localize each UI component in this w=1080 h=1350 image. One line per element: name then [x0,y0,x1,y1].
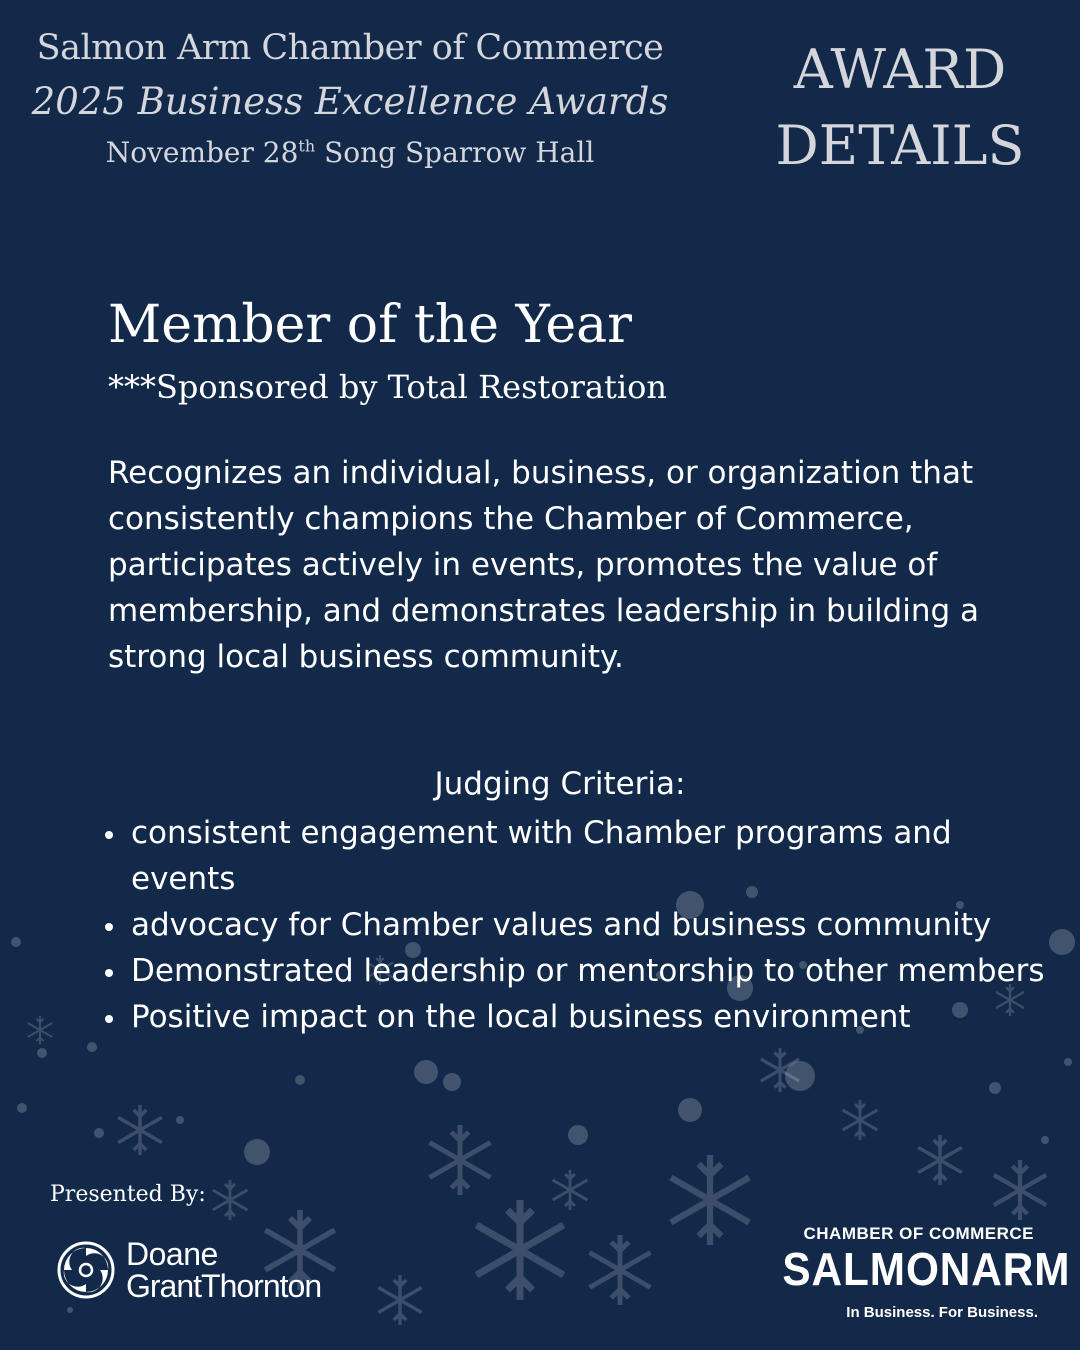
event-venue: Song Sparrow Hall [324,136,595,169]
criteria-heading: Judging Criteria: [434,766,686,802]
bullet-icon [105,923,113,931]
chamber-logo-top: CHAMBER OF COMMERCE [803,1224,1034,1243]
org-title: Salmon Arm Chamber of Commerce [36,28,664,68]
chamber-logo [760,1222,1071,1332]
presenter-logo [56,1236,356,1306]
award-description: Recognizes an individual, business, or organization that consistently champions the Chamber of Commerce, participates actively in events, promotes the value of membership, and demonstrates leadership in building a strong local business community. [108,455,980,675]
presented-by-label: Presented By: [50,1182,206,1207]
award-sponsor: ***Sponsored by Total Restoration [108,368,667,406]
bullet-icon [105,831,113,839]
criteria-list [131,810,1051,1040]
event-date-suffix: th [298,136,316,156]
presenter-logo-line2: GrantThornton [126,1268,322,1304]
chamber-logo-tagline: In Business. For Business. [846,1304,1038,1321]
section-heading [760,32,1040,184]
event-date: November 28 [105,136,299,169]
criteria-item-text: consistent engagement with Chamber programs and events [131,815,952,897]
criteria-item [131,948,1051,994]
section-heading-line1: AWARD [793,38,1007,101]
chamber-logo-name: SALMONARM [782,1243,1071,1295]
grant-thornton-mark-icon [56,1240,116,1300]
criteria-item [131,994,1051,1040]
presenter-logo-line1: Doane [126,1236,218,1272]
award-name: Member of the Year [108,295,632,355]
awards-title: 2025 Business Excellence Awards [31,80,669,123]
section-heading-line2: DETAILS [775,114,1025,177]
criteria-item [131,810,1051,902]
criteria-item [131,902,1051,948]
criteria-item-text: Positive impact on the local business environment [131,999,911,1035]
criteria-item-text: Demonstrated leadership or mentorship to other members [131,953,1045,989]
criteria-item-text: advocacy for Chamber values and business community [131,907,992,943]
bullet-icon [105,1015,113,1023]
event-date-venue [30,136,670,169]
bullet-icon [105,969,113,977]
